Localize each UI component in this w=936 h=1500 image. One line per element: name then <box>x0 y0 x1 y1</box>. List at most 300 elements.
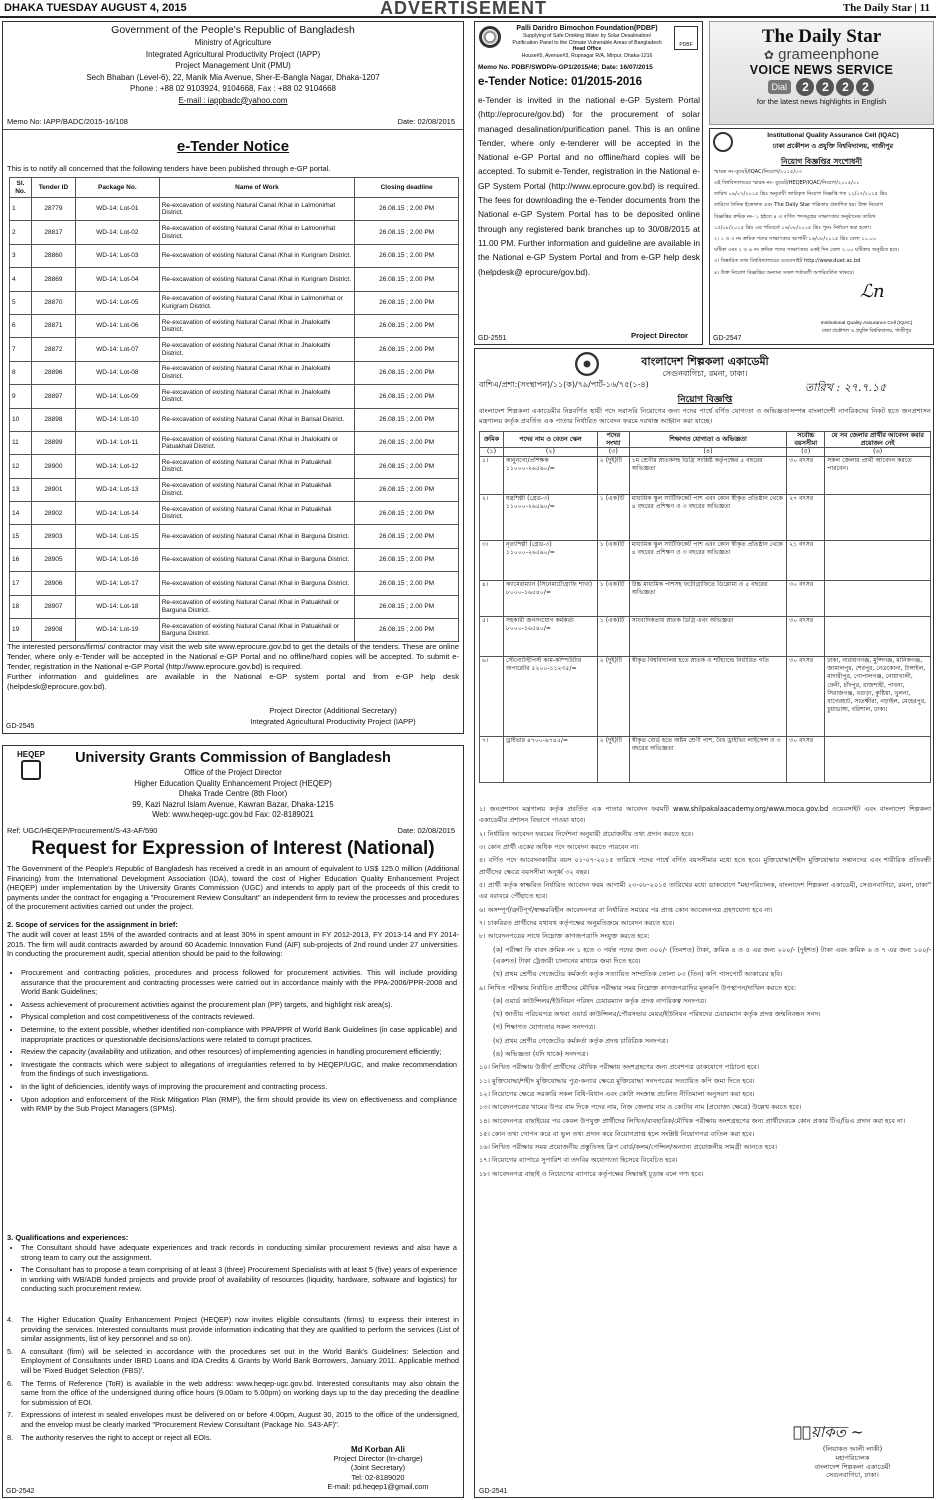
sk-cell: স্বীকৃত বোর্ড হতে অষ্টম শ্রেণী পাশ, বৈধ ড্রাইভিং লাইসেন্স ও ৩ বছরের অভিজ্ঞতা <box>629 737 787 783</box>
sk-cell: মাধ্যমিক স্কুল সার্টিফিকেট পাশ এবং কোন স্বীকৃত প্রতিষ্ঠান থেকে ৪ বছরের প্রশিক্ষণ ও ৩ বছরের অভিজ্ঞতা <box>629 495 787 541</box>
iapp-cell: 28896 <box>31 361 75 384</box>
condition-item: ১৪। আবেদনপত্র বাছাইয়ের পর কেবল উপযুক্ত প্রার্থীদের লিখিত/ব্যবহারিক/মৌখিক পরীক্ষায় অংশগ্রহণের জন্য প্রার্থীদেরকে কোন প্রকার টিএ/ডিএ প্রদান করা হবে না। <box>479 1116 906 1125</box>
condition-item: ১৫। কোন তথ্য গোপন করে বা ভুল তথ্য প্রদান করে নিয়োগপ্রাপ্ত হলে সংশ্লিষ্ট নিয়োগপত্র বাতিল করা হবে। <box>479 1129 755 1138</box>
dailystar-tagline: for the latest news highlights in English <box>756 97 887 107</box>
table-row <box>10 619 459 642</box>
sk-col-header: ক্রমিক <box>480 432 504 448</box>
heqep-gd-code: GD-2542 <box>6 1488 35 1495</box>
iapp-tender-ad <box>2 21 464 734</box>
sk-cell: ১ (এক)টি <box>597 495 629 541</box>
sk-cell <box>825 495 931 541</box>
sk-cell: যন্ত্রশিল্পী (গ্রেড-৩) ১১০০০-২৬৫৯০/= <box>503 495 597 541</box>
dial-digit: 2 <box>836 78 854 96</box>
sk-cell: স্টেনোটাইপিস্ট কাম-কম্পিউটার অপারেটর ৫২০০-১১২৩৫/= <box>503 657 597 737</box>
iapp-cell: WD-14: Lot-12 <box>75 455 159 478</box>
iqac-title: Institutional Quality Assurance Cell (IQAC) <box>767 132 899 139</box>
condition-item: ৯। লিখিত পরীক্ষায় নির্বাচিত প্রার্থীদের মৌখিক পরীক্ষার সময় নিম্নোক্ত কাগজপত্রাদির মূলকপি উপস্থাপন/দাখিল করতে হবে: <box>479 983 797 992</box>
table-row <box>10 572 459 595</box>
sk-cell: ১ (এক)টি <box>597 617 629 657</box>
iqac-notice-ad <box>709 128 934 345</box>
table-row <box>10 408 459 431</box>
shilpakala-conditions <box>479 804 931 1182</box>
pdbf-org-line: House#5, Avenue#3, Rupnagar R/A, Mirpur, Dhaka-1216 <box>521 52 653 59</box>
condition-item: (ঘ) প্রথম শ্রেণীর গেজেটেড কর্মকর্তা কর্তৃক প্রদত্ত চারিত্রিক সনদপত্র। <box>493 1036 669 1045</box>
iapp-cell: 16 <box>10 548 32 571</box>
item-text: Expressions of interest in sealed envelopes must be delivered on or before 4:00pm, August 30, 2015 to the office of the undersigned, and the envelop must be clearly marked "Procurement Review Consultant (Package No. S43-AF)". <box>21 1410 459 1429</box>
qualification-bullet: • The Consultant has to propose a team comprising of at least 3 (three) Procurement Specialists with at least 5 (five) years of experience in working with WB/ADB funded projects and provide proof of availability of resources (liquidity, hardware, software and logistics) for conducting such procurement review. <box>21 1265 457 1294</box>
condition-item: ৩। কোন প্রার্থী একের অধিক পদে আবেদন করতে পারবেন না। <box>479 843 639 851</box>
table-row <box>10 525 459 548</box>
iapp-cell: 7 <box>10 338 32 361</box>
iapp-title: e-Tender Notice <box>176 138 290 155</box>
condition-item: ৮। আবেদনপত্রের সাথে নিম্নোক্ত কাগজপত্রাদি সংযুক্ত করতে হবে: <box>479 932 650 941</box>
table-row <box>480 581 931 617</box>
sk-col-number: (২) <box>503 448 597 457</box>
heqep-ref: Ref: UGC/HEQEP/Procurement/S-43-AF/590 <box>7 826 158 835</box>
sk-col-number: (৩) <box>597 448 629 457</box>
iapp-cell: 26.08.15 ; 2.00 PM <box>355 268 459 291</box>
iapp-cell: 26.08.15 ; 2.00 PM <box>355 385 459 408</box>
item-number: 4. <box>7 1315 14 1324</box>
iapp-cell: Re-excavation of existing Natural Canal /Khal in Patuakhali District. <box>159 455 354 478</box>
condition-item: (খ) প্রথম শ্রেণীর গেজেটেড কর্মকর্তা কর্তৃক সত্যায়িত সাম্প্রতিক তোলা ০৩ (তিন) কপি পাসপোর্ট আকারের ছবি। <box>493 970 783 979</box>
scope-bullet: • Physical completion and cost competitiveness of the contracts reviewed. <box>21 1012 457 1022</box>
iapp-cell: 26.08.15 ; 2.00 PM <box>355 198 459 221</box>
heqep-sign-line: E-mail: pd.heqep1@gmail.com <box>327 1482 429 1492</box>
sk-cell <box>825 617 931 657</box>
iapp-cell: 6 <box>10 314 32 337</box>
item-text: The Terms of Reference (ToR) is available in the web address: www.heqep-ugc.gov.bd. Interested consultants may also obtain the same from the office of the undersigned during office hours (9.00am to 5.00pm) on working days up to the day preceding the deadline for submission of EOI. <box>21 1378 459 1407</box>
iqac-memo: স্মারক নং-ডুয়েট/IQAC/নিয়োগ/২০১৫/০৩ <box>714 169 802 175</box>
iapp-cell: Re-excavation of existing Natural Canal /Khal in Jhalokathi District. <box>159 314 354 337</box>
condition-item: (ঙ) অভিজ্ঞতা (যদি থাকে) সনদপত্র। <box>493 1050 589 1059</box>
iapp-cell: Re-excavation of existing Natural Canal /Khal in Lalmonirhat District. <box>159 198 354 221</box>
grameenphone-logo <box>710 46 933 63</box>
table-row <box>10 478 459 501</box>
iapp-cell: 28817 <box>31 221 75 244</box>
numbered-item <box>7 1315 459 1344</box>
table-row <box>10 244 459 267</box>
iqac-body-line: ৪। উক্ত নিয়োগ বিজ্ঞপ্তির অন্যান্য সকল শর্তাবলী অপরিবর্তিত থাকবে। <box>714 269 855 276</box>
iapp-cell: 28901 <box>31 478 75 501</box>
iapp-cell: 28905 <box>31 548 75 571</box>
sk-cell: ১ম শ্রেণীর স্নাতকসহ ডিগ্রি সংশ্লিষ্ট কর্তৃপক্ষের ৫ বছরের অভিজ্ঞতা <box>629 457 787 495</box>
sk-cell: ১। <box>480 457 504 495</box>
iapp-cell: 9 <box>10 385 32 408</box>
iapp-cell: 1 <box>10 198 32 221</box>
iqac-body-line: এই বিশ্ববিদ্যালয়ের স্মারক নং- ডুয়েট/HEQEP/IQAC/নিয়োগ/২০১৫/০১ <box>714 180 860 186</box>
iapp-cell: 13 <box>10 478 32 501</box>
item-number: 8. <box>7 1432 14 1442</box>
iapp-org-line: Sech Bhaban (Level-6), 22, Manik Mia Avenue, Sher-E-Bangla Nagar, Dhaka-1207 <box>86 72 380 82</box>
dateline: DHAKA TUESDAY AUGUST 4, 2015 <box>4 2 187 14</box>
table-row <box>10 455 459 478</box>
heqep-s2-title: 2. Scope of services for the assignment in brief: <box>7 920 178 929</box>
iapp-cell: WD-14: Lot-18 <box>75 595 159 618</box>
sk-cell <box>825 541 931 581</box>
sk-col-header: পদের নাম ও বেতন স্কেল <box>503 432 597 448</box>
dial-digit: 2 <box>816 78 834 96</box>
sk-cell: ৩০ বৎসর <box>787 657 825 737</box>
iapp-cell: 26.08.15 ; 2.00 PM <box>355 502 459 525</box>
iapp-cell: 26.08.15 ; 2.00 PM <box>355 221 459 244</box>
sk-cell: ৫। <box>480 617 504 657</box>
iapp-cell: 4 <box>10 268 32 291</box>
iapp-cell: 8 <box>10 361 32 384</box>
heqep-date: Date: 02/08/2015 <box>397 826 455 835</box>
iapp-org-line: E-mail : iappbadc@yahoo.com <box>178 95 288 105</box>
iapp-org-line: Integrated Agricultural Productivity Project (IAPP) <box>145 49 321 59</box>
iapp-cell: WD-14: Lot-08 <box>75 361 159 384</box>
heqep-logo-mark <box>21 760 41 780</box>
heqep-address-line: Office of the Project Director <box>184 768 282 777</box>
sk-cell: মাধ্যমিক স্কুল সার্টিফিকেট পাশ এবং কোন স্বীকৃত প্রতিষ্ঠান থেকে ৪ বছরের প্রশিক্ষণ ও ৩ বছরের অভিজ্ঞতা <box>629 541 787 581</box>
sk-col-header: পদের সংখ্যা <box>597 432 629 448</box>
iapp-cell: 17 <box>10 572 32 595</box>
iapp-cell: WD-14: Lot-16 <box>75 548 159 571</box>
iapp-cell: 26.08.15 ; 2.00 PM <box>355 361 459 384</box>
iapp-sign-title: Project Director (Additional Secretary) <box>269 706 397 715</box>
sk-col-number: (৫) <box>787 448 825 457</box>
shilpakala-intro: বাংলাদেশ শিল্পকলা একাডেমীর নিম্নবর্ণিত স্থায়ী পদে সরাসরি নিয়োগের জন্য পদের পার্শ্বে বর্ণিত যোগ্যতা ও অভিজ্ঞতাসম্পন্ন বাংলাদেশী নাগরিকদের নিকট হতে জনপ্রশাসন মন্ত্রণালয় কর্তৃক প্রবর্তিত এক পাতার নির্ধারিত আবেদন ফরমে দরখাস্ত আহ্বান করা যাচ্ছে। <box>479 407 931 425</box>
pdbf-org-block <box>503 24 671 59</box>
page-header <box>0 0 936 18</box>
sk-cell: কানুনগো/প্রশিক্ষক ১১০০০-২৬৫৯০/= <box>503 457 597 495</box>
iapp-cell: 28907 <box>31 595 75 618</box>
iapp-cell: WD-14: Lot-01 <box>75 198 159 221</box>
iapp-col-header: Package No. <box>75 178 159 198</box>
iapp-cell: 15 <box>10 525 32 548</box>
condition-item: (খ) জাতীয় পরিচয়পত্র অথবা ওয়ার্ড কাউন্সিলর/পৌরসভার মেয়র/ইউনিয়ন পরিষদের চেয়ারম্যান কর্তৃক প্রদত্ত জন্মনিবন্ধন সনদ। <box>493 1010 821 1019</box>
iapp-cell: 14 <box>10 502 32 525</box>
sk-cell: ড্রাইভার ৪৭০০-৯৭৪৫/= <box>503 737 597 783</box>
heqep-address-block <box>43 768 423 821</box>
iapp-memo: Memo No: IAPP/BADC/2015-16/108 <box>7 117 128 126</box>
heqep-numbered-list <box>7 1315 459 1445</box>
table-row <box>480 457 931 495</box>
iapp-col-header: Name of Work <box>159 178 354 198</box>
sk-cell: ১ (এক)টি <box>597 581 629 617</box>
sk-cell: সাংবাদিকতায় স্নাতক ডিগ্রি এবং অভিজ্ঞতা <box>629 617 787 657</box>
iapp-cell: 28900 <box>31 455 75 478</box>
heqep-address-line: Dhaka Trade Centre (8th Floor) <box>178 789 288 799</box>
iapp-cell: 28902 <box>31 502 75 525</box>
iqac-body-line: ২। ১ ও ৩ নং ক্রমিক পদের সাক্ষাৎকার আগামী ১৬/০৮/২০১৫ খ্রিঃ বেলা ১০.০০ <box>714 236 877 243</box>
shilpakala-memo: বাশিএ/প্রশা:(সংস্থাপন)/১১(ক)/৭৯/পার্ট-১৬/৭৫(১-৪) <box>479 380 649 389</box>
table-row <box>10 338 459 361</box>
condition-item: ১। জনপ্রশাসন মন্ত্রণালয় কর্তৃক প্রবর্তিত এক পাতার আবেদন ফরমটি www.shilpakalaacademy.org/www.moca.gov.bd ওয়েবসাইট এবং বাংলাদেশ শিল্পকলা একাডেমীর প্রশাসন বিভাগে পাওয়া যাবে। <box>479 805 931 825</box>
iapp-para2: Further information and guidelines are available in the National e-GP system portal and from e-GP help desk (helpdesk@eprocure.gov.bd). <box>7 672 459 692</box>
sk-cell: ৬। <box>480 657 504 737</box>
iapp-cell: 26.08.15 ; 2.00 PM <box>355 408 459 431</box>
iapp-cell: 26.08.15 ; 2.00 PM <box>355 572 459 595</box>
shilpakala-sign-block <box>775 1445 930 1480</box>
table-row <box>10 595 459 618</box>
condition-item: ২। নির্ধারিত আবেদন ফরমের নির্দেশনা অনুযায়ী প্রয়োজনীয় তথ্য প্রদান করতে হবে। <box>479 829 694 838</box>
masthead-page: The Daily Star | 11 <box>842 2 930 14</box>
sign-addr: সেগুনবাগিচা, ঢাকা। <box>826 1471 879 1480</box>
iapp-org-line: Government of the People's Republic of Bangladesh <box>111 24 355 36</box>
condition-item: ১০। লিখিত পরীক্ষায় উত্তীর্ণ প্রার্থীদের মৌখিক পরীক্ষায় অংশগ্রহণের জন্য প্রবেশপত্র ডাকযোগে পাঠানো হবে। <box>479 1063 760 1072</box>
iapp-intro: This is to notify all concerned that the following tenders have been published through e-GP portal. <box>7 164 331 173</box>
partner-name: grameenphone <box>778 46 880 63</box>
iapp-sign-org: Integrated Agricultural Productivity Project (IAPP) <box>250 717 416 726</box>
iapp-cell: WD-14: Lot-04 <box>75 268 159 291</box>
iqac-sign-sub: ঢাকা প্রকৌশল ও প্রযুক্তি বিশ্ববিদ্যালয়, গাজীপুর <box>821 329 912 334</box>
item-number: 6. <box>7 1378 14 1388</box>
pdbf-tender-ad <box>474 21 703 345</box>
iapp-cell: Re-excavation of existing Natural Canal /Khal in Jhalokathi or Patuakhali District. <box>159 431 354 454</box>
pdbf-memo: Memo No. PDBF/SWDP/e-GP1/2015/46; Date: 16/07/2015 <box>478 64 653 71</box>
iapp-cell: 26.08.15 ; 2.00 PM <box>355 314 459 337</box>
iapp-cell: 3 <box>10 244 32 267</box>
item-text: The authority reserves the right to accept or reject all EOIs. <box>21 1432 212 1442</box>
iapp-cell: Re-excavation of existing Natural Canal /Khal in Kurigram District. <box>159 268 354 291</box>
scope-bullet: • In the light of deficiencies, identify ways of improving the procurement and contracting process. <box>21 1082 457 1092</box>
sk-cell: ২৭ বৎসর <box>787 495 825 541</box>
iapp-cell: 26.08.15 ; 2.00 PM <box>355 338 459 361</box>
shilpakala-post-table <box>479 431 931 783</box>
sk-cell: ২১ বৎসর <box>787 541 825 581</box>
sk-col-header: যে সব জেলার প্রার্থীর আবেদন করার প্রয়োজন নেই <box>825 432 931 448</box>
heqep-title: Request for Expression of Interest (National) <box>31 838 435 859</box>
sk-cell <box>825 737 931 783</box>
pdbf-org-line: Head Office <box>572 46 602 53</box>
pdbf-sign: Project Director <box>631 331 688 340</box>
iapp-cell: WD-14: Lot-14 <box>75 502 159 525</box>
iqac-body-line: তারিখ ০৯/০৭/২০১৫ খ্রিঃ অনুযায়ী জারিকৃত নিয়োগ বিজ্ঞপ্তি গত ১২/০৭/২০১৫ খ্রিঃ <box>714 191 888 198</box>
sk-col-number: (৪) <box>629 448 787 457</box>
table-row <box>10 548 459 571</box>
scope-bullet: • Procurement and contracting policies, procedures and process followed for procurement activities. This will include providing assurance that the procurement and contracting processes were carried out in accordance mainly with the PPA-2006/PPR-2008 and World Bank Guidelines; <box>21 968 457 997</box>
condition-item: ৪। বর্ণিত পদে আবেদনকারীর বয়স ০১-০৭-২০১৫ তারিখে পদের পার্শ্বে বর্ণিত বয়সসীমার মধ্যে হতে হবে। মুক্তিযোদ্ধা/শহীদ মুক্তিযোদ্ধার সন্তানদের এবং শারীরিক প্রতিবন্ধী প্রার্থীদের ক্ষেত্রে বয়সসীমা অনূর্ধ্ব ৩২ বছর। <box>479 856 931 876</box>
item-number: 7. <box>7 1410 14 1420</box>
iapp-org-line: Ministry of Agriculture <box>194 38 272 47</box>
pdbf-right-logo <box>674 26 698 50</box>
table-row <box>480 495 931 541</box>
sk-cell: ৭। <box>480 737 504 783</box>
dailystar-voice-ad <box>709 21 934 125</box>
sk-cell: ৩০ বৎসর <box>787 457 825 495</box>
iqac-logo <box>713 132 733 152</box>
iapp-cell: WD-14: Lot-13 <box>75 478 159 501</box>
iapp-cell: Re-excavation of existing Natural Canal /Khal in Patuakhali District. <box>159 502 354 525</box>
iapp-cell: 2 <box>10 221 32 244</box>
shilpakala-gd-code: GD-2541 <box>479 1488 508 1495</box>
heqep-reoi-ad <box>2 745 464 1498</box>
sk-col-header: সর্বোচ্চ বয়সসীমা <box>787 432 825 448</box>
section-title: ADVERTISEMENT <box>380 0 548 18</box>
condition-item: (ক) ওয়ার্ড কাউন্সিলর/ইউনিয়ন পরিষদ চেয়ারম্যান কর্তৃক প্রদত্ত নাগরিকত্ব সনদপত্র। <box>493 996 707 1005</box>
sk-cell: ক্যামেরাম্যান (সিনেমাটোগ্রাফি শাখা) ৮০০০-১৬৫৪০/= <box>503 581 597 617</box>
iapp-cell: 26.08.15 ; 2.00 PM <box>355 455 459 478</box>
iapp-cell: WD-14: Lot-17 <box>75 572 159 595</box>
iqac-signature: ℒn <box>860 281 885 302</box>
iapp-cell: 12 <box>10 455 32 478</box>
iqac-body-line: তারিখে দৈনিক ইত্তেফাক এবং The Daily Star পত্রিকায় প্রকাশিত হয়। উক্ত নিয়োগ <box>714 202 883 209</box>
scope-bullet: • Determine, to the extent possible, whether identified non-compliance with PPA/PPR of World Bank Guidelines (in case applicable) and inappropriate practices or questionable decisions/actions were related to corrupt practices. <box>21 1025 457 1044</box>
pdbf-org-line: Supplying of Safe Drinking Water by Solar Desalination/ <box>522 33 652 39</box>
iapp-cell: 28872 <box>31 338 75 361</box>
table-row <box>480 541 931 581</box>
table-row <box>10 291 459 314</box>
shilpakala-recruitment-ad <box>474 348 934 1498</box>
condition-item: (গ) শিক্ষাগত যোগ্যতার সকল সনদপত্র। <box>493 1023 596 1032</box>
scope-bullet: • Assess achievement of procurement activities against the procurement plan (PP) targets, and highlight risk area(s). <box>21 1000 457 1010</box>
heqep-sign-block <box>303 1445 453 1492</box>
iapp-cell: Re-excavation of existing Natural Canal /Khal in Lalmonirhat District. <box>159 221 354 244</box>
pdbf-title: e-Tender Notice: 01/2015-2016 <box>478 76 643 88</box>
item-text: A consultant (firm) will be selected in accordance with the procedures set out in the World Bank's Guidelines: Selection and Employment of Consultants under IBRD Loans and IDA Credits & Grants by World Bank Borrowers, January 2011. Applicable method will be 'Fixed Budget Selection (FBS)'. <box>21 1346 459 1375</box>
sk-cell: উচ্চ মাধ্যমিক পাশসহ ফটোগ্রাফিতে ডিপ্লোমা ও ৫ বছরের অভিজ্ঞতা <box>629 581 787 617</box>
sk-col-number: (৬) <box>825 448 931 457</box>
sk-cell: নৃত্যশিল্পী (গ্রেড-৩) ১১০০০-২৬৫৯০/= <box>503 541 597 581</box>
iqac-subtitle: ঢাকা প্রকৌশল ও প্রযুক্তি বিশ্ববিদ্যালয়, গাজীপুর <box>772 142 894 150</box>
iapp-cell: WD-14: Lot-07 <box>75 338 159 361</box>
sk-cell: ৩০ বৎসর <box>787 581 825 617</box>
scope-bullet: • Upon adoption and enforcement of the Risk Mitigation Plan (RMP), the firm should provide its view on effectiveness and compliance with RMP by the Sub Project Managers (SPMs). <box>21 1095 457 1114</box>
iapp-org-line: Phone : +88 02 9103924, 9104668, Fax : +88 02 9104668 <box>130 84 336 93</box>
item-number: 5. <box>7 1346 14 1356</box>
condition-item: ১৩। আবেদনপত্রের খামের উপর বাম দিকে পদের নাম, নিজ জেলার নাম ও কোটার নাম (প্রযোজ্য ক্ষেত্রে) উল্লেখ করতে হবে। <box>479 1103 802 1112</box>
sign-org: বাংলাদেশ শিল্পকলা একাডেমী <box>814 1462 891 1471</box>
iapp-cell: Re-excavation of existing Natural Canal /Khal in Patuakhali District. <box>159 478 354 501</box>
sk-cell: ২ (দুই)টি <box>597 737 629 783</box>
pdbf-logo <box>479 26 501 48</box>
sk-cell: সকল জেলার প্রার্থী আবেদন করতে পারবেন। <box>825 457 931 495</box>
iqac-body <box>714 178 930 279</box>
sk-cell: স্বীকৃত বিশ্ববিদ্যালয় হতে স্নাতক ও শর্টহ্যান্ডে নির্ধারিত গতি <box>629 657 787 737</box>
iapp-cell: 28906 <box>31 572 75 595</box>
pdbf-gd-code: GD-2551 <box>478 335 507 342</box>
iapp-cell: 28860 <box>31 244 75 267</box>
iapp-cell: 26.08.15 ; 2.00 PM <box>355 478 459 501</box>
table-row <box>10 268 459 291</box>
heqep-logo-text: HEQEP <box>16 750 45 759</box>
condition-item: ৭। চাকরিরত প্রার্থীদের যথাযথ কর্তৃপক্ষের অনুমতিক্রমে আবেদন করতে হবে। <box>479 919 675 927</box>
iapp-cell: 28908 <box>31 619 75 642</box>
dial-label: Dial <box>768 80 792 94</box>
iapp-cell: Re-excavation of existing Natural Canal /Khal in Barguna District. <box>159 548 354 571</box>
sk-cell: ২ (দুই)টি <box>597 657 629 737</box>
iapp-cell: 26.08.15 ; 2.00 PM <box>355 525 459 548</box>
table-row <box>480 617 931 657</box>
sk-cell: ৩০ বৎসর <box>787 617 825 657</box>
gp-flower-icon: ✿ <box>763 48 774 62</box>
iapp-cell: 26.08.15 ; 2.00 PM <box>355 244 459 267</box>
condition-item: ১২। নিয়োগের ক্ষেত্রে সরকারি সকল বিধি-বিধান এবং কোটা সংক্রান্ত প্রচলিত নীতিমালা অনুসরণ করা হবে। <box>479 1089 755 1098</box>
table-row <box>10 502 459 525</box>
iapp-cell: WD-14: Lot-15 <box>75 525 159 548</box>
iapp-cell: 28869 <box>31 268 75 291</box>
heqep-s3-title: 3. Qualifications and experiences: <box>7 1233 129 1242</box>
table-row <box>480 737 931 783</box>
numbered-item <box>7 1379 459 1408</box>
iapp-cell: 11 <box>10 431 32 454</box>
iapp-cell: Re-excavation of existing Natural Canal /Khal in Jhalokathi District. <box>159 385 354 408</box>
iapp-cell: WD-14: Lot-11 <box>75 431 159 454</box>
table-row <box>10 431 459 454</box>
sk-cell: ১ (এক)টি <box>597 541 629 581</box>
sk-col-number: (১) <box>480 448 504 457</box>
condition-item: (ক) পরীক্ষা ফি বাবদ ক্রমিক নং ১ হতে ৩ পর্যন্ত পদের জন্য ৩০০/- (তিনশত) টাকা, ক্রমিক ৪ ও ৫ এর জন্য ২০০/- (দুইশত) টাকা এবং ক্রমিক ৬ ও ৭ এর জন্য ১০০/- (একশত) টাকা ট্রেজারী চালানের মাধ্যমে জমা দিতে হবে। <box>493 945 931 965</box>
heqep-address-line: 99, Kazi Nazrul Islam Avenue, Kawran Bazar, Dhaka-1215 <box>132 799 334 809</box>
heqep-intro: The Government of the People's Republic of Bangladesh has received a credit in an amount of equivalent to US$ 125.0 million (Additional Financing) from the International Development Association (IDA), toward the cost of Higher Education Quality Enhancement Project (HEQEP) under implementation by the University Grants Commission (UGC) and intends to apply part of the proceeds of this credit to payments under the contract for engaging a "Procurement Review Consultant" an independent firm to review the processes and procedures of the procurement activities carried out under the project. <box>7 864 459 912</box>
iapp-org-block <box>3 24 463 106</box>
shilpakala-org: বাংলাদেশ শিল্পকলা একাডেমী <box>641 355 769 368</box>
heqep-scope-list <box>21 968 457 1117</box>
pdbf-org-line: Palli Daridro Bimochon Foundation(PDBF) <box>516 25 658 32</box>
shilpakala-address: সেগুনবাগিচা, রমনা, ঢাকা। <box>662 369 748 378</box>
iapp-cell: 26.08.15 ; 2.00 PM <box>355 548 459 571</box>
table-row <box>10 221 459 244</box>
iapp-cell: Re-excavation of existing Natural Canal /Khal in Jhalokathi District. <box>159 361 354 384</box>
heqep-sign-name: Md Korban Ali <box>351 1445 405 1454</box>
heqep-address-line: Web: www.heqep-ugc.gov.bd Fax: 02-8189021 <box>152 810 314 820</box>
heqep-sign-line: (Joint Secretary) <box>350 1463 406 1473</box>
iapp-cell: 26.08.15 ; 2.00 PM <box>355 431 459 454</box>
shilpakala-heading: নিয়োগ বিজ্ঞপ্তি <box>677 395 733 405</box>
iapp-cell: 28897 <box>31 385 75 408</box>
numbered-item <box>7 1433 459 1443</box>
heqep-org: University Grants Commission of Bangladesh <box>75 750 391 766</box>
iapp-cell: Re-excavation of existing Natural Canal /Khal in Kurigram District. <box>159 244 354 267</box>
dailystar-brand: The Daily Star <box>761 26 882 47</box>
sign-title: মহাপরিচালক <box>835 1453 870 1462</box>
iapp-cell: 26.08.15 ; 2.00 PM <box>355 619 459 642</box>
iapp-cell: 28898 <box>31 408 75 431</box>
dial-row <box>710 78 933 96</box>
iapp-col-header: Closing deadline <box>355 178 459 198</box>
iqac-body-line: ৩। বিস্তারিত তথ্য বিশ্ববিদ্যালয়ের ওয়েবসাইট http://www.duet.ac.bd <box>714 258 861 265</box>
iapp-cell: Re-excavation of existing Natural Canal /Khal in Patuakhali or Barguna District. <box>159 595 354 618</box>
scope-bullet: • Review the capacity (availability and utilization, and other resources) of implementing agencies in handling procurement efficiently; <box>21 1047 457 1057</box>
sk-cell: ৩। <box>480 541 504 581</box>
sk-cell <box>825 581 931 617</box>
iapp-cell: 5 <box>10 291 32 314</box>
iapp-cell: Re-excavation of existing Natural Canal /Khal in Jhalokathi District. <box>159 338 354 361</box>
iapp-cell: 18 <box>10 595 32 618</box>
iapp-cell: 28903 <box>31 525 75 548</box>
pdbf-logo-text: PDBF <box>679 42 693 48</box>
shilpakala-date: তারিখ : ২৭.৭.১৫ <box>805 381 887 394</box>
sk-cell: ৩০ বৎসর <box>787 737 825 783</box>
numbered-item <box>7 1347 459 1376</box>
sk-cell: ৪। <box>480 581 504 617</box>
iapp-cell: WD-14: Lot-02 <box>75 221 159 244</box>
iqac-body-line: ঘটিকা এবং ২ ও ৪ নং ক্রমিক পদের সাক্ষাৎকার একই দিন বেলা ২.০০ ঘটিকায় অনুষ্ঠিত হবে। <box>714 247 900 254</box>
qualification-bullet: • The Consultant should have adequate experiences and track records in conducting similar procurement reviews and also have a strong team to carry out the assignment. <box>21 1243 457 1262</box>
heqep-sign-line: Tel: 02-8189020 <box>351 1472 405 1482</box>
sk-cell: ২ (দুই)টি <box>597 457 629 495</box>
iapp-tender-table <box>9 177 459 642</box>
iapp-cell: WD-14: Lot-03 <box>75 244 159 267</box>
iapp-cell: WD-14: Lot-09 <box>75 385 159 408</box>
condition-item: ১৬। লিখিত পরীক্ষার সময় প্রয়োজনীয় প্রস্তুতিসহ ক্লিপ বোর্ড/কলম/পেন্সিল/অন্যান্য প্রয়োজনীয় সামগ্রী আনতে হবে। <box>479 1143 778 1152</box>
heqep-address-line: Higher Education Quality Enhancement Project (HEQEP) <box>134 778 332 788</box>
table-row <box>10 361 459 384</box>
iapp-cell: 28899 <box>31 431 75 454</box>
iqac-body-line: ১৫/০৮/২০১৫ খ্রিঃ এর পরিবর্তে ১৬/০৮/২০১৫ খ্রিঃ পুনঃ নির্ধারণ করা হলো। <box>714 224 871 231</box>
sk-cell: ২। <box>480 495 504 541</box>
iapp-cell: 28779 <box>31 198 75 221</box>
iapp-cell: WD-14: Lot-19 <box>75 619 159 642</box>
iapp-cell: WD-14: Lot-06 <box>75 314 159 337</box>
iapp-cell: Re-excavation of existing Natural Canal /Khal in Barisal District. <box>159 408 354 431</box>
iapp-cell: Re-excavation of existing Natural Canal /Khal in Barguna District. <box>159 525 354 548</box>
iapp-cell: 10 <box>10 408 32 431</box>
table-row <box>480 657 931 737</box>
